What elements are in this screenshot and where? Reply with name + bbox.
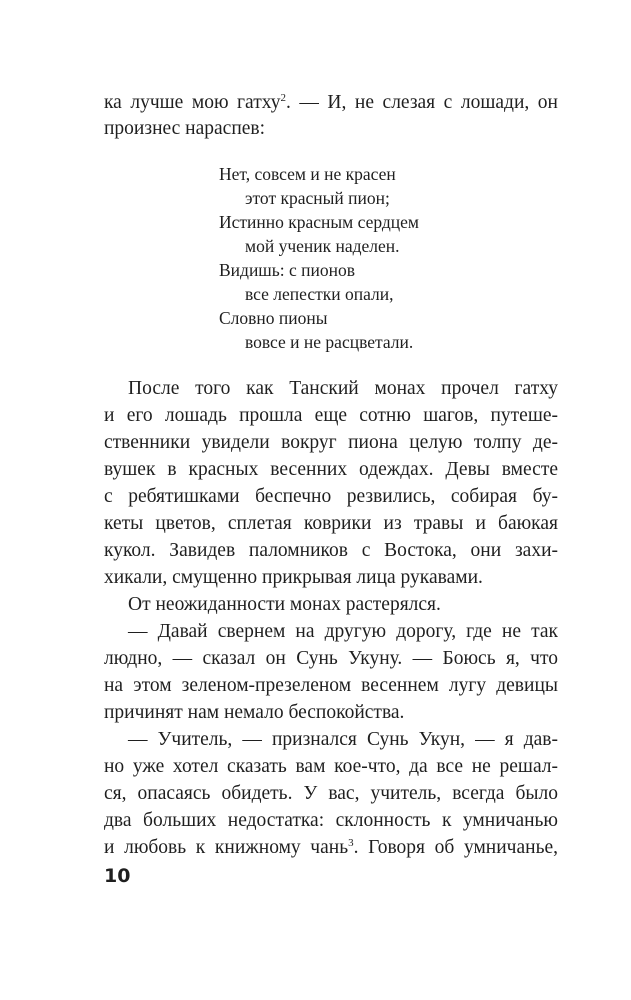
poem-line: Нет, совсем и не красен [219,164,396,184]
footnote-mark: 3 [348,837,354,849]
text-line: — Учитель, — признался Сунь Укун, — я дав- [128,729,558,750]
text-line: ся, опасаясь обидеть. У вас, учитель, всегда было [104,783,558,804]
text-line: с ребятишками беспечно резвились, собирая бу- [104,486,558,507]
text-line: ка лучше мою гатху$^2$. — И, не слезая с лошади, он [104,92,558,113]
poem-line: этот красный пион; [245,188,390,208]
text-line: на этом зеленом-презеленом весеннем лугу девицы [104,675,558,696]
text-line: два больших недостатка: склонность к умничанью [104,810,558,831]
footnote-mark: 2 [280,92,286,104]
text-line: людно, — сказал он Сунь Укуну. — Боюсь я, что [104,648,558,669]
poem-line: Словно пионы [219,308,328,328]
text-line: — Давай свернем на другую дорогу, где не так [128,621,558,642]
text-line: кеты цветов, сплетая коврики из травы и баюкая [104,513,558,534]
poem-line: мой ученик наделен. [245,236,400,256]
text-line: и любовь к книжному чань$^3$. Говоря об умничанье, [104,837,558,858]
text-line: кукол. Завидев паломников с Востока, они захи- [104,540,558,561]
text-line: произнес нараспев: [104,118,266,139]
poem-line: все лепестки опали, [245,284,394,304]
text-line: ственники увидели вокруг пиона целую толпу де- [104,432,558,453]
text-line: От неожиданности монах растерялся. [128,594,441,615]
text-line: После того как Танский монах прочел гатху [128,378,558,399]
poem-line: вовсе и не расцветали. [245,332,414,352]
text-line: но уже хотел сказать вам кое-что, да все не решал- [104,756,558,777]
poem-line: Видишь: с пионов [219,260,356,280]
poem-line: Истинно красным сердцем [219,212,420,232]
text-line: вушек в красных весенних одеждах. Девы вместе [104,459,558,480]
text-line: и его лошадь прошла еще сотню шагов, путеше- [104,405,558,426]
text-line: хикали, смущенно прикрывая лица рукавами. [104,567,483,588]
text-line: причинят нам немало беспокойства. [104,702,405,723]
page-number: 10 [104,865,131,887]
